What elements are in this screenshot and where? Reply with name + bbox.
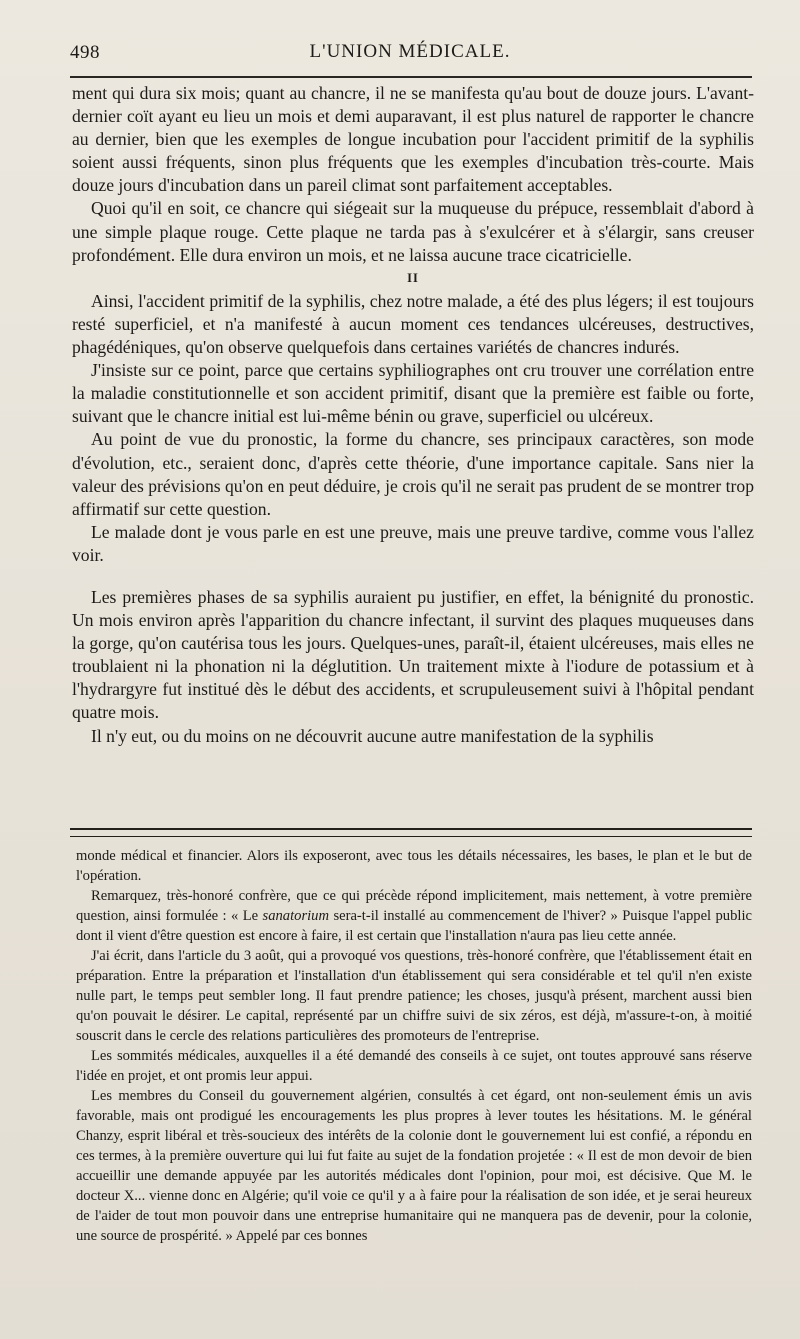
article-body — [72, 82, 754, 748]
article-paragraph: Ainsi, l'accident primitif de la syphilis, chez notre malade, a été des plus légers; il est toujours resté superficiel, et n'a manifesté à aucun moment ces tendances ulcéreuses, destructives, phagédéniques, qu'on observe quelquefois dans certaines variétés de chancres indurés. — [72, 290, 754, 358]
paragraph-gap — [72, 567, 754, 586]
feuilleton-text-run: sera-t-il installé au commencement de l'hiver? » Puisque l'appel public dont il vient d'être question est encore à faire, il est certain que l'installation n'aura pas lieu cette année. — [76, 908, 752, 944]
page-number: 498 — [70, 42, 100, 63]
feuilleton-paragraph — [76, 886, 752, 946]
feuilleton-paragraph: Les membres du Conseil du gouvernement algérien, consultés à cet égard, ont non-seulement émis un avis favorable, mais ont prodigué les encouragements les plus propres à lever toutes les hésitations. M. le général Chanzy, esprit libéral et très-soucieux des intérêts de la colonie dont le gouvernement lui est confié, a répondu en ces termes, à la première ouverture qui lui fut faite au sujet de la fondation projetée : « Il est de mon devoir de bien accueillir une demande appuyée par les autorités médicales dont l'opinion, pour moi, est décisive. Que M. le docteur X... vienne donc en Algérie; qu'il voie ce qu'il y a à faire pour la réalisation de son idée, et je serai heureux de l'aider de tout mon pouvoir dans une entreprise humanitaire qui ne manquera pas de devenir, pour la colonie, une source de prospérité. » Appelé par ces bonnes — [76, 1088, 752, 1244]
article-paragraph: Au point de vue du pronostic, la forme du chancre, ses principaux caractères, son mode d'évolution, etc., seraient donc, d'après cette théorie, d'une importance capitale. Sans nier la valeur des prévisions qu'on en peut déduire, je crois qu'il ne serait pas prudent de se montrer trop affirmatif sur cette question. — [72, 429, 754, 519]
feuilleton-italic-term: sanatorium — [262, 908, 330, 924]
feuilleton-paragraph: J'ai écrit, dans l'article du 3 août, qui a provoqué vos questions, très-honoré confrère, que l'établissement était en préparation. Entre la préparation et l'installation d'un établissement qui sera considérable et tel qu'il n'en existe nulle part, le temps peut sembler long. Il faut prendre patience; les choses, jusqu'à présent, marchent aussi bien qu'on pouvait le désirer. Le capital, représenté par un chiffre suivi de six zéros, est déjà, m'assure-t-on, à moitié souscrit dans le cercle des relations particulières des promoteurs de l'entreprise. — [76, 948, 752, 1044]
article-paragraph: ment qui dura six mois; quant au chancre, il ne se manifesta qu'au bout de douze jours. L'avant-dernier coït ayant eu lieu un mois et demi auparavant, il est plus naturel de rapporter le chancre au dernier, bien que les exemples de longue incubation pour l'accident primitif de la syphilis soient aussi fréquents, sinon plus fréquents que les exemples d'incubation très-courte. Mais douze jours d'incubation dans un pareil climat sont parfaitement acceptables. — [72, 83, 754, 196]
article-paragraph: Le malade dont je vous parle en est une preuve, mais une preuve tardive, comme vous l'allez voir. — [72, 521, 754, 565]
feuilleton-paragraph: monde médical et financier. Alors ils exposeront, avec tous les détails nécessaires, les bases, le plan et le but de l'opération. — [76, 848, 752, 884]
feuilleton-paragraph: Les sommités médicales, auxquelles il a été demandé des conseils à ce sujet, ont toutes approuvé sans réserve l'idée en projet, et ont promis leur appui. — [76, 1048, 752, 1084]
article-paragraph: Il n'y eut, ou du moins on ne découvrit aucune autre manifestation de la syphilis — [91, 725, 654, 746]
header-rule — [70, 76, 752, 78]
article-paragraph: Quoi qu'il en soit, ce chancre qui siégeait sur la muqueuse du prépuce, ressemblait d'abord à une simple plaque rouge. Cette plaque ne tarda pas à s'exulcérer et à s'élargir, sans creuser profondément. Elle dura environ un mois, et ne laissa aucune trace cicatricielle. — [72, 198, 754, 265]
feuilleton-separator — [70, 828, 752, 837]
feuilleton-text — [76, 846, 752, 1246]
article-paragraph: Les premières phases de sa syphilis auraient pu justifier, en effet, la bénignité du pronostic. Un mois environ après l'apparition du chancre infectant, il survint des plaques muqueuses dans la gorge, qu'on cautérisa tous les jours. Quelques-unes, paraît-il, étaient ulcéreuses, mais elles ne troublaient ni la phonation ni la déglutition. Un traitement mixte à l'iodure de potassium et à l'hydrargyre fut institué dès le début des accidents, et scrupuleusement suivi à l'hôpital pendant quatre mois. — [72, 586, 754, 723]
article-paragraph: J'insiste sur ce point, parce que certains syphiliographes ont cru trouver une corrélation entre la maladie constitutionnelle et son accident primitif, disant que la première est faible ou forte, suivant que le chancre initial est lui-même bénin ou grave, superficiel ou ulcéreux. — [72, 360, 754, 427]
feuilleton-text-run: Remarquez, très-honoré confrère, que ce qui précède répond implicitement, mais nettement, à votre première question, ainsi formulée : « Le — [76, 888, 752, 924]
page-header — [70, 38, 750, 70]
running-title: L'UNION MÉDICALE. — [309, 41, 511, 62]
section-numeral: II — [407, 270, 419, 285]
